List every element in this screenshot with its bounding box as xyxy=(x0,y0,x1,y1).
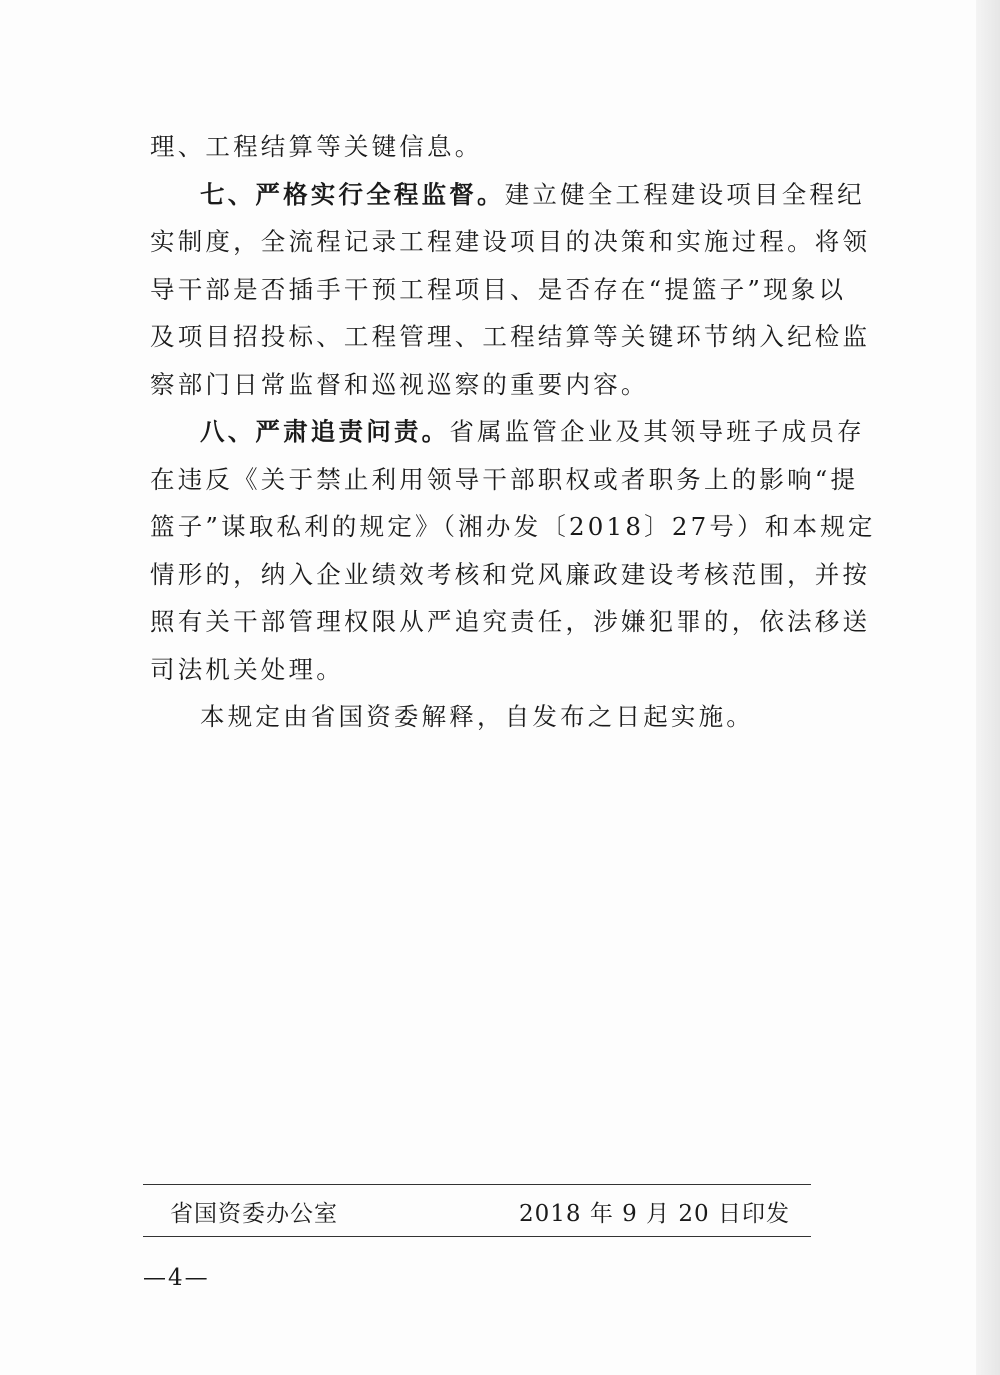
issue-date: 2018 年 9 月 20 日印发 xyxy=(519,1201,790,1227)
section-7-heading: 七、严格实行全程监督。 xyxy=(200,179,505,209)
section-7-line-3: 导干部是否插手干预工程项目、是否存在“提篮子”现象以 xyxy=(150,274,847,304)
section-8-line-3: 篮子”谋取私利的规定》（湘办发〔2018〕27号）和本规定 xyxy=(150,512,876,541)
section-8-line-6: 司法机关处理。 xyxy=(150,654,344,684)
section-8-line-4: 情形的，纳入企业绩效考核和党风廉政建设考核范围，并按 xyxy=(150,559,871,589)
footer-top-rule xyxy=(143,1184,811,1185)
closing-statement: 本规定由省国资委解释，自发布之日起实施。 xyxy=(200,702,754,731)
section-8-line-2: 在违反《关于禁止利用领导干部职权或者职务上的影响“提 xyxy=(150,464,859,494)
section-7-line-4: 及项目招投标、工程管理、工程结算等关键环节纳入纪检监 xyxy=(150,322,871,351)
section-7-line-2: 实制度，全流程记录工程建设项目的决策和实施过程。将领 xyxy=(150,227,871,256)
section-7-first-line: 建立健全工程建设项目全程纪 xyxy=(504,179,865,209)
section-7-line-5: 察部门日常监督和巡视巡察的重要内容。 xyxy=(150,369,649,399)
document-body xyxy=(150,123,876,741)
issuer-name: 省国资委办公室 xyxy=(170,1201,338,1227)
page-number: —4— xyxy=(143,1265,210,1291)
section-8-heading: 八、严肃追责问责。 xyxy=(200,417,450,446)
section-8-line-5: 照有关干部管理权限从严追究责任，涉嫌犯罪的，依法移送 xyxy=(150,607,871,636)
footer-bottom-rule xyxy=(143,1236,811,1237)
page-edge-shadow xyxy=(976,0,1000,1375)
section-7-line-1 xyxy=(150,171,865,219)
section-8-first-line: 省属监管企业及其领导班子成员存 xyxy=(449,417,865,446)
body-line-1: 理、工程结算等关键信息。 xyxy=(150,132,483,161)
section-8-line-1 xyxy=(150,408,865,456)
